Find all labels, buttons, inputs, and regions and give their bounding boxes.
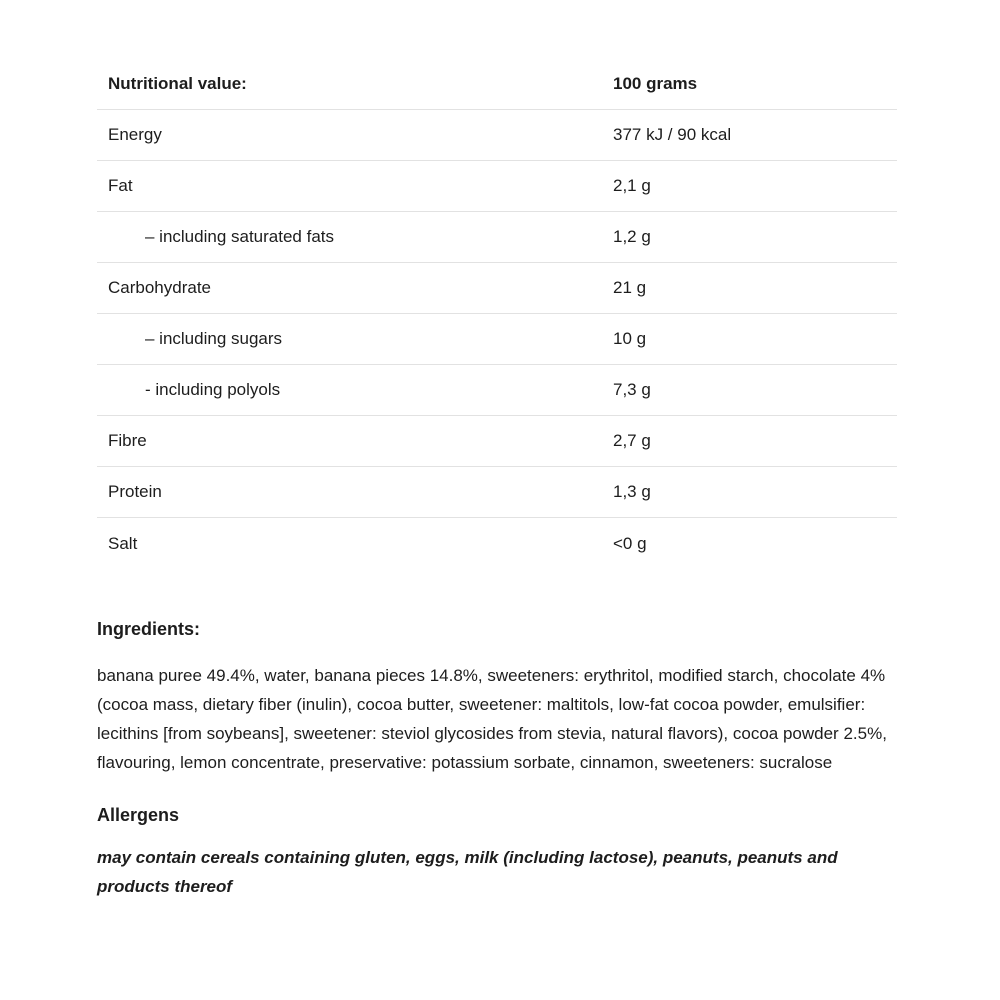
table-row <box>97 110 897 161</box>
table-row <box>97 518 897 569</box>
table-row <box>97 365 897 416</box>
nutrient-value: 10 g <box>613 329 647 348</box>
nutrition-table <box>97 59 897 569</box>
table-row <box>97 314 897 365</box>
nutrient-value: 2,1 g <box>613 176 651 195</box>
table-row <box>97 416 897 467</box>
nutrient-label: – including saturated fats <box>145 227 335 246</box>
table-row <box>97 263 897 314</box>
nutrient-value: 1,3 g <box>613 482 651 501</box>
nutrient-value: 1,2 g <box>613 227 651 246</box>
nutrient-label: Protein <box>108 482 162 501</box>
table-header-row <box>97 59 897 110</box>
nutrient-label: - including polyols <box>145 380 281 399</box>
table-header-label: Nutritional value: <box>108 74 247 93</box>
nutrient-value: <0 g <box>613 533 647 553</box>
nutrient-label: Fat <box>108 176 133 195</box>
table-row <box>97 161 897 212</box>
table-header-value: 100 grams <box>613 74 698 93</box>
product-info-panel <box>97 59 897 901</box>
nutrient-value: 21 g <box>613 278 647 297</box>
allergens-text: may contain cereals containing gluten, eggs, milk (including lactose), peanuts, peanuts and products thereof <box>97 848 838 896</box>
nutrient-value: 377 kJ / 90 kcal <box>613 125 732 144</box>
ingredients-heading: Ingredients: <box>97 619 201 639</box>
nutrient-label: Carbohydrate <box>108 278 212 297</box>
table-row <box>97 467 897 518</box>
nutrient-value: 7,3 g <box>613 380 651 399</box>
nutrient-label: Fibre <box>108 431 147 450</box>
table-row <box>97 212 897 263</box>
nutrient-label: Salt <box>108 533 138 553</box>
nutrient-label: Energy <box>108 125 162 144</box>
nutrient-label: – including sugars <box>145 329 283 348</box>
allergens-heading: Allergens <box>97 805 180 825</box>
nutrient-value: 2,7 g <box>613 431 651 450</box>
ingredients-text: banana puree 49.4%, water, banana pieces 14.8%, sweeteners: erythritol, modified starch, chocolate 4% (cocoa mass, dietary fiber (inulin), cocoa butter, sweetener: maltitols, low-fat cocoa powder, emulsifier: lecithins [from soybeans], sweetener: steviol glycosides from stevia, natural flavors), cocoa powder 2.5%, flavouring, lemon concentrate, preservative: potassium sorbate, cinnamon, sweeteners: sucralose <box>97 666 887 772</box>
